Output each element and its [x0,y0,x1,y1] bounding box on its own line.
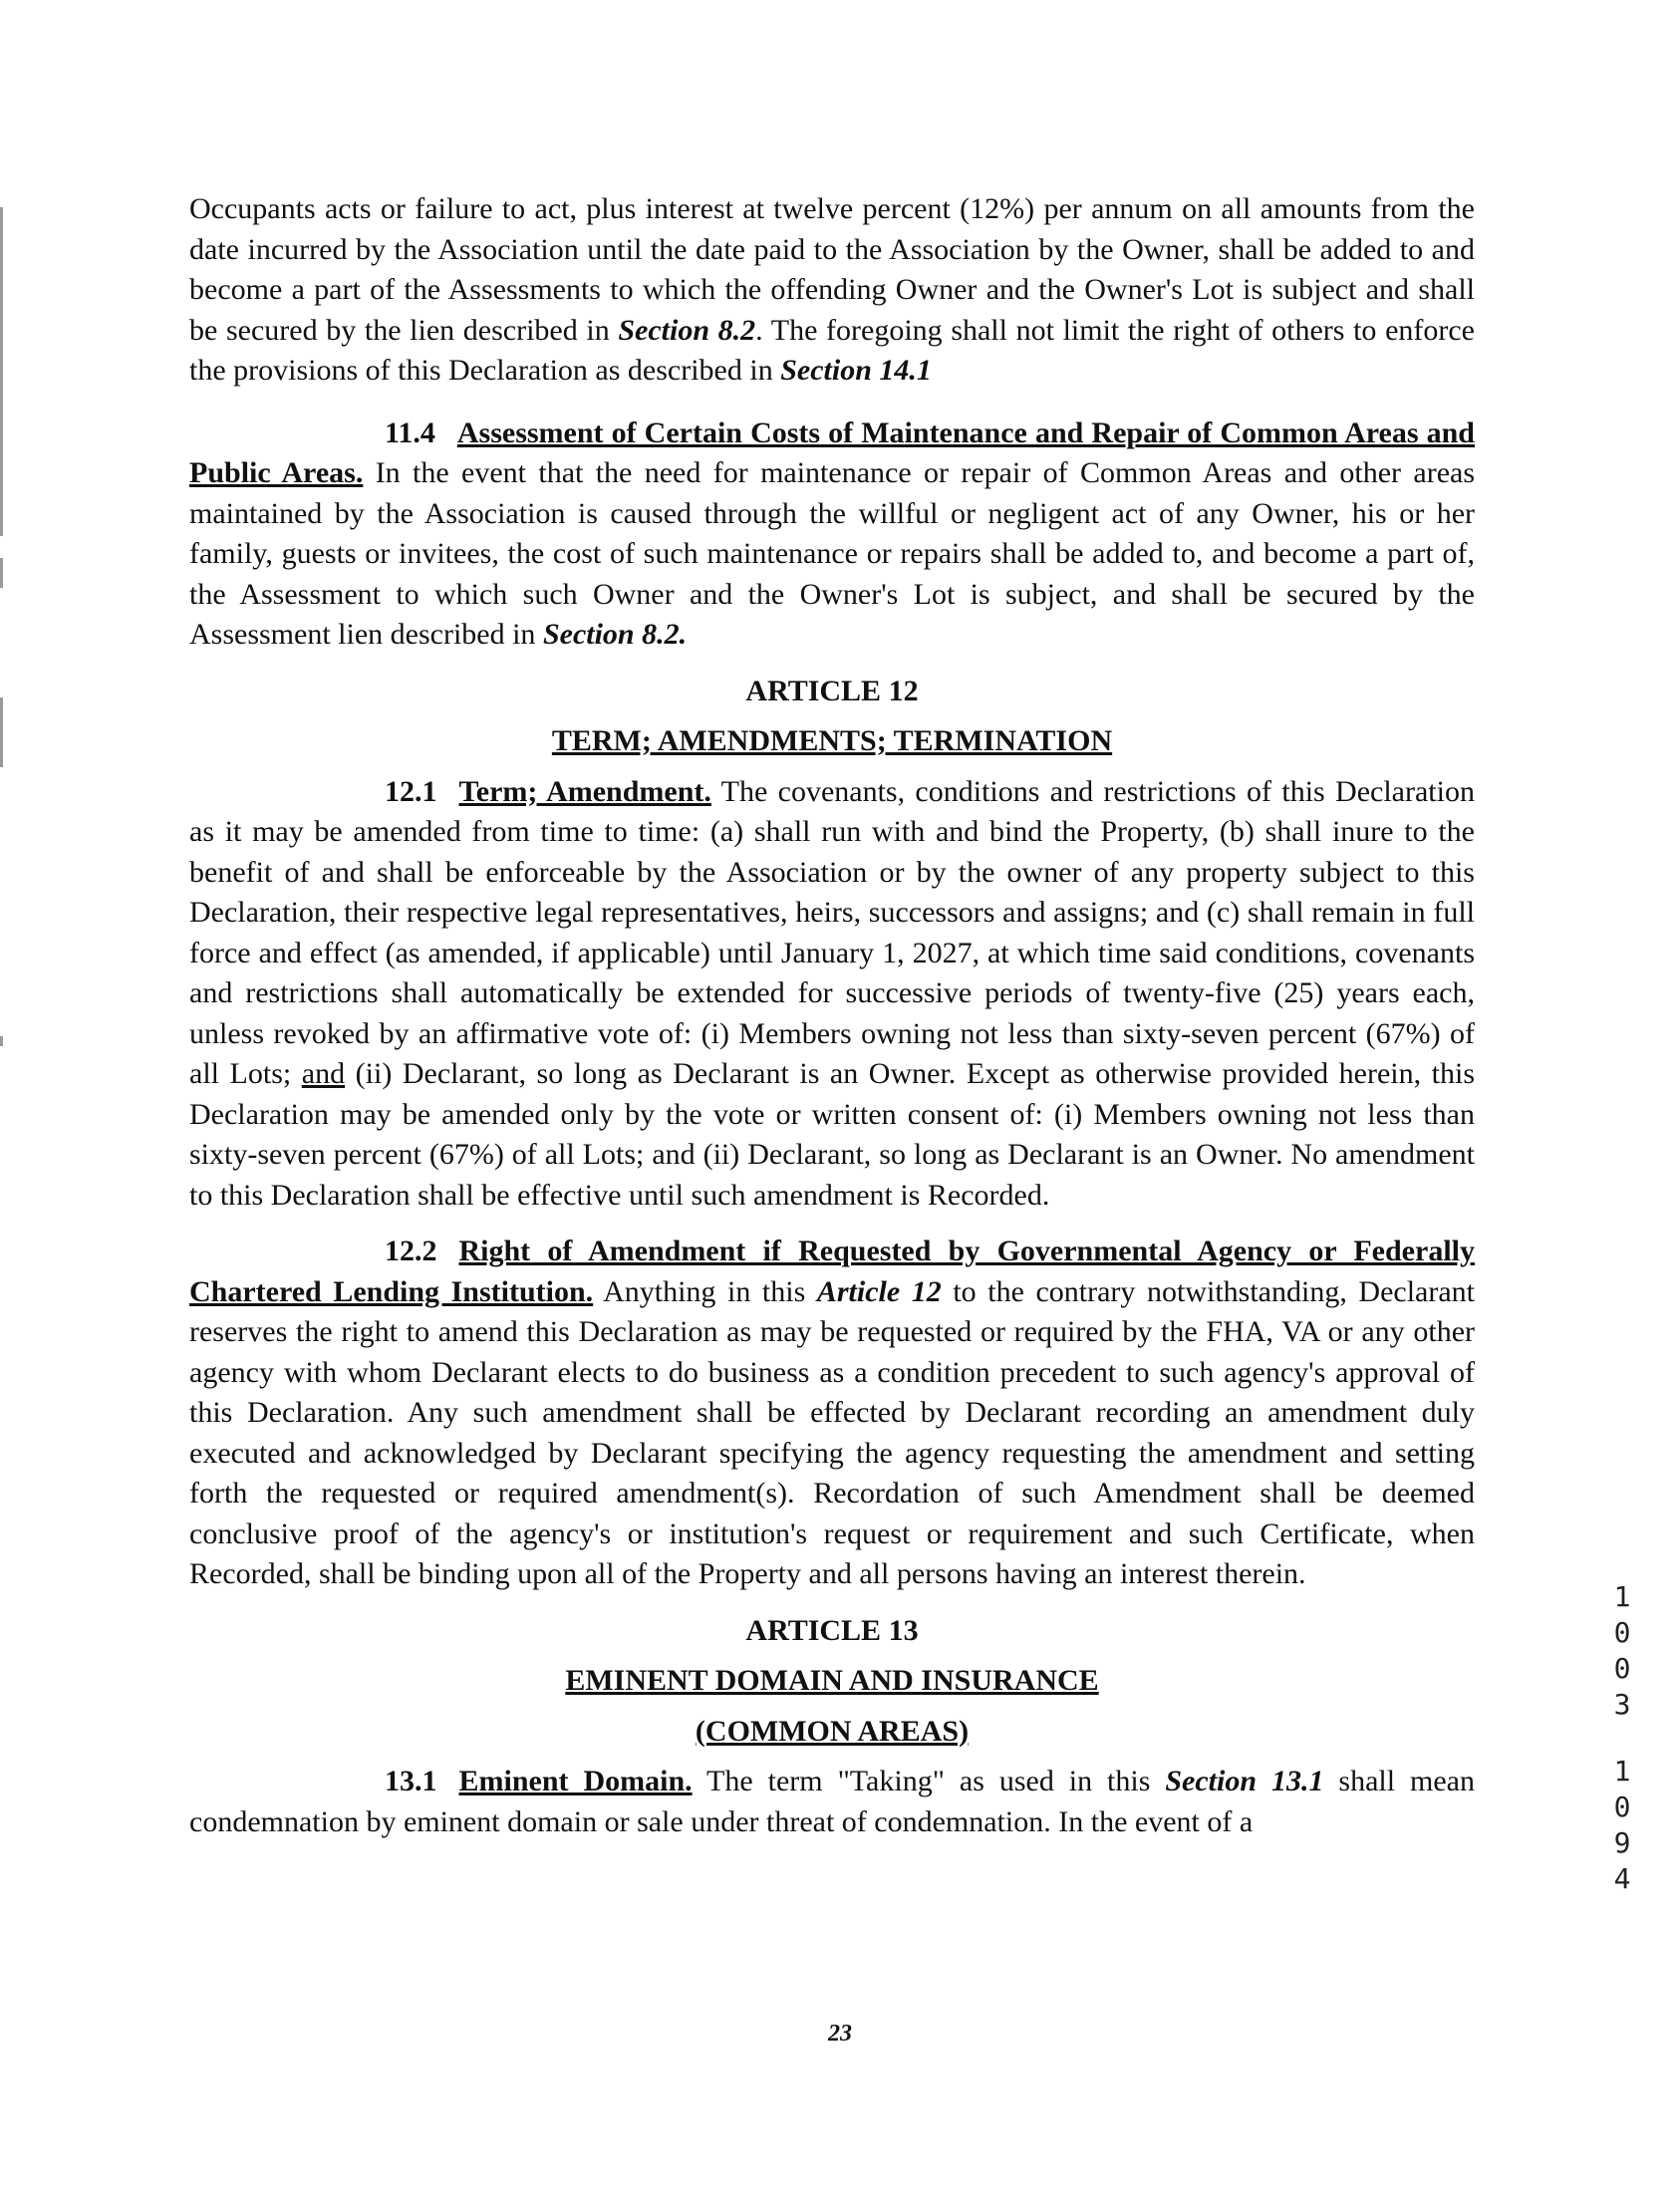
section-12-1: 12.1 Term; Amendment. The covenants, conditions and restrictions of this Declaration as it may be amended from time to time: (a) shall run with and bind the Property, (b) shall inure to the benefit of and shall be enforceable by the Association or by the owner of any property subject to this Declaration, their respective legal representatives, heirs, successors and assigns; and (c) shall remain in full force and effect (as amended, if applicable) until January 1, 2027, at which time said conditions, covenants and restrictions shall automatically be extended for successive periods of twenty-five (25) years each, unless revoked by an affirmative vote of: (i) Members owning not less than sixty-seven percent (67%) of all Lots; and (ii) Declarant, so long as Declarant is an Owner. Except as otherwise provided herein, this Declaration may be amended only by the vote or written consent of: (i) Members owning not less than sixty-seven percent (67%) of all Lots; and (ii) Declarant, so long as Declarant is an Owner. No amendment to this Declaration shall be effective until such amendment is Recorded. [189,774,1476,1212]
emphasis-and: and [301,1057,346,1090]
article-12-label: ARTICLE 12 [745,674,919,707]
recording-stamp-bottom [1608,1754,1636,1897]
section-number: 12.1 [385,774,437,808]
stamp-digit: 3 [1613,1688,1631,1721]
stamp-digit: 4 [1613,1862,1631,1895]
section-reference: Section 8.2. [542,618,688,651]
scan-edge-mark [0,1036,3,1046]
page-number: 23 [828,2021,852,2047]
article-12-title: TERM; AMENDMENTS; TERMINATION [551,724,1113,757]
article-13-title: EMINENT DOMAIN AND INSURANCE [565,1664,1099,1697]
section-number: 13.1 [385,1765,437,1797]
section-number: 12.2 [385,1235,437,1267]
stamp-digit: 0 [1613,1790,1631,1823]
section-11-4: 11.4 Assessment of Certain Costs of Maintenance and Repair of Common Areas and Public Areas. In the event that the need for maintenance or repair of Common Areas and other areas maintained by the Association is caused through the willful or negligent act of any Owner, his or her family, guests or invitees, the cost of such maintenance or repairs shall be added to, and become a part of, the Assessment to which such Owner and the Owner's Lot is subject, and shall be secured by the Assessment lien described in Section 8.2. [189,415,1476,651]
stamp-digit: 0 [1613,1652,1631,1685]
article-13-subtitle: (COMMON AREAS) [695,1714,970,1748]
stamp-digit: 0 [1613,1616,1631,1649]
section-reference: Section 14.1 [780,354,932,387]
stamp-digit: 1 [1613,1580,1631,1613]
section-title: Term; Amendment. [458,774,711,808]
scan-edge-mark [0,697,3,767]
section-number: 11.4 [385,415,435,449]
section-12-2: 12.2 Right of Amendment if Requested by Governmental Agency or Federally Chartered Lending Institution. Anything in this Article 12 to the contrary notwithstanding, Declarant reserves the right to amend this Declaration as may be requested or required by the FHA, VA or any other agency with whom Declarant elects to do business as a condition precedent to such agency's approval of this Declaration. Any such amendment shall be effected by Declarant recording an amendment duly executed and acknowledged by Declarant specifying the agency requesting the amendment and setting forth the requested or required amendment(s). Recordation of such Amendment shall be deemed conclusive proof of the agency's or institution's request or requirement and such Certificate, when Recorded, shall be binding upon all of the Property and all persons having an interest therein. [189,1235,1475,1590]
scan-edge-mark [0,558,3,588]
section-title: Assessment of Certain Costs of Maintenance and Repair of Common Areas and Public Areas. [189,415,1475,489]
scan-edge-mark [0,207,3,536]
section-reference: Section 13.1 [1165,1765,1324,1797]
stamp-digit: 1 [1613,1755,1631,1787]
section-reference: Section 8.2 [618,313,756,347]
document-page [189,189,1475,1842]
recording-stamp-top [1608,1579,1636,1723]
stamp-digit: 9 [1613,1826,1631,1859]
section-13-1: 13.1 Eminent Domain. The term "Taking" as used in this Section 13.1 shall mean condemnation by eminent domain or sale under threat of condemnation. In the event of a [189,1765,1475,1838]
paragraph-continuation: Occupants acts or failure to act, plus interest at twelve percent (12%) per annum on all amounts from the date incurred by the Association until the date paid to the Association by the Owner, shall be added to and become a part of the Assessments to which the offending Owner and the Owner's Lot is subject and shall be secured by the lien described in Section 8.2. The foregoing shall not limit the right of others to enforce the provisions of this Declaration as described in Section 14.1 [189,192,1475,387]
section-title: Eminent Domain. [458,1765,693,1797]
article-13-label: ARTICLE 13 [745,1613,919,1647]
article-reference: Article 12 [816,1274,942,1308]
section-title: Right of Amendment if Requested by Governmental Agency or Federally Chartered Lending Institution. [189,1235,1475,1308]
